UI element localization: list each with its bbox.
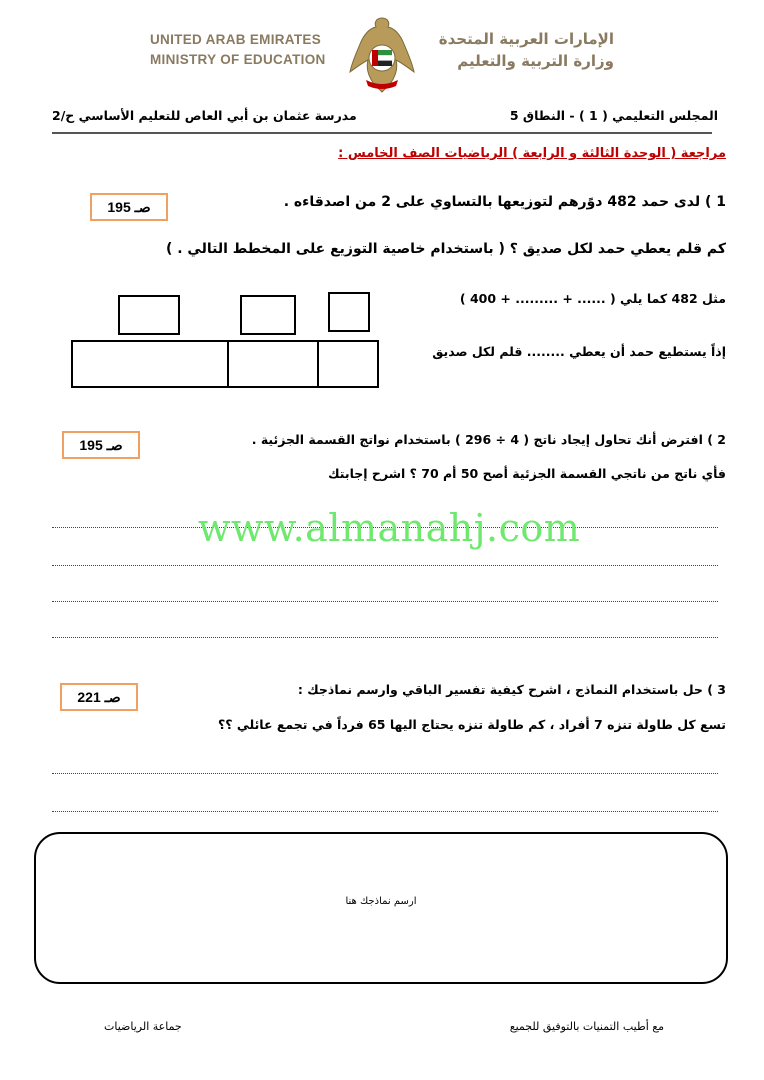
- q3-line2: تسع كل طاولة تنزه 7 أفراد ، كم طاولة تنزه يحتاج اليها 65 فرداً في تجمع عائلي ؟؟: [218, 717, 726, 732]
- diagram-box-top-3[interactable]: [328, 292, 370, 332]
- ministry-name-en: MINISTRY OF EDUCATION: [150, 52, 326, 67]
- q1-line1: 1 ) لدى حمد 482 دوًرهم لتوزيعها بالتساوي على 2 من اصدقاءه .: [283, 194, 726, 210]
- diagram-box-top-2[interactable]: [240, 295, 296, 335]
- diagram-box-top-1[interactable]: [118, 295, 180, 335]
- q3-answer-line-1[interactable]: [52, 773, 718, 774]
- ministry-name-ar: وزارة التربية والتعليم: [457, 52, 614, 70]
- q2-page-ref: صـ 195: [62, 431, 140, 459]
- watermark: www.almanahj.com: [198, 506, 581, 550]
- q2-line2: فأي ناتج من ناتجي القسمة الجزئية أصح 50 أم 70 ؟ اشرح إجابتك: [328, 466, 726, 481]
- q1-line4: إذاً يستطيع حمد أن يعطي ........ قلم لكل صديق: [432, 344, 726, 359]
- header-arabic: [439, 28, 614, 72]
- review-title: مراجعة ( الوحدة الثالثة و الرابعة ) الرياضيات الصف الخامس :: [338, 146, 726, 161]
- diagram-box-bottom-2[interactable]: [227, 340, 319, 388]
- header-divider: [52, 132, 712, 134]
- diagram-box-bottom-1[interactable]: [71, 340, 229, 388]
- q3-line1: 3 ) حل باستخدام النماذج ، اشرح كيفية تفسير الباقي وارسم نماذجك :: [297, 682, 726, 697]
- q1-line2: كم قلم يعطي حمد لكل صديق ؟ ( باستخدام خاصية التوزيع على المخطط التالي . ): [165, 241, 726, 257]
- footer-signature: جماعة الرياضيات: [104, 1020, 182, 1033]
- uae-falcon-emblem-icon: [346, 14, 418, 96]
- q1-page-ref: صـ 195: [90, 193, 168, 221]
- q2-answer-line-2[interactable]: [52, 565, 718, 566]
- q2-answer-line-3[interactable]: [52, 601, 718, 602]
- q2-line1: 2 ) افترض أنك تحاول إيجاد ناتج ( 4 ÷ 296 ) باستخدام نواتج القسمة الجزئية .: [251, 432, 726, 447]
- footer-wishes: مع أطيب التمنيات بالتوفيق للجميع: [509, 1020, 664, 1033]
- country-name-en: UNITED ARAB EMIRATES: [150, 32, 321, 47]
- q3-page-ref: صـ 221: [60, 683, 138, 711]
- council-label: المجلس التعليمي ( 1 ) - النطاق 5: [509, 108, 718, 123]
- q3-answer-line-2[interactable]: [52, 811, 718, 812]
- header-english: [150, 30, 326, 70]
- school-name: مدرسة عثمان بن أبي العاص للتعليم الأساسي ح/2: [52, 108, 357, 123]
- q1-line3: مثل 482 كما يلي ( ...... + ......... + 400 ): [459, 291, 726, 306]
- diagram-box-bottom-3[interactable]: [317, 340, 379, 388]
- country-name-ar: الإمارات العربية المتحدة: [438, 30, 614, 48]
- drawing-area-label: ارسم نماذجك هنا: [345, 896, 417, 907]
- q2-answer-line-4[interactable]: [52, 637, 718, 638]
- drawing-area[interactable]: [34, 832, 728, 984]
